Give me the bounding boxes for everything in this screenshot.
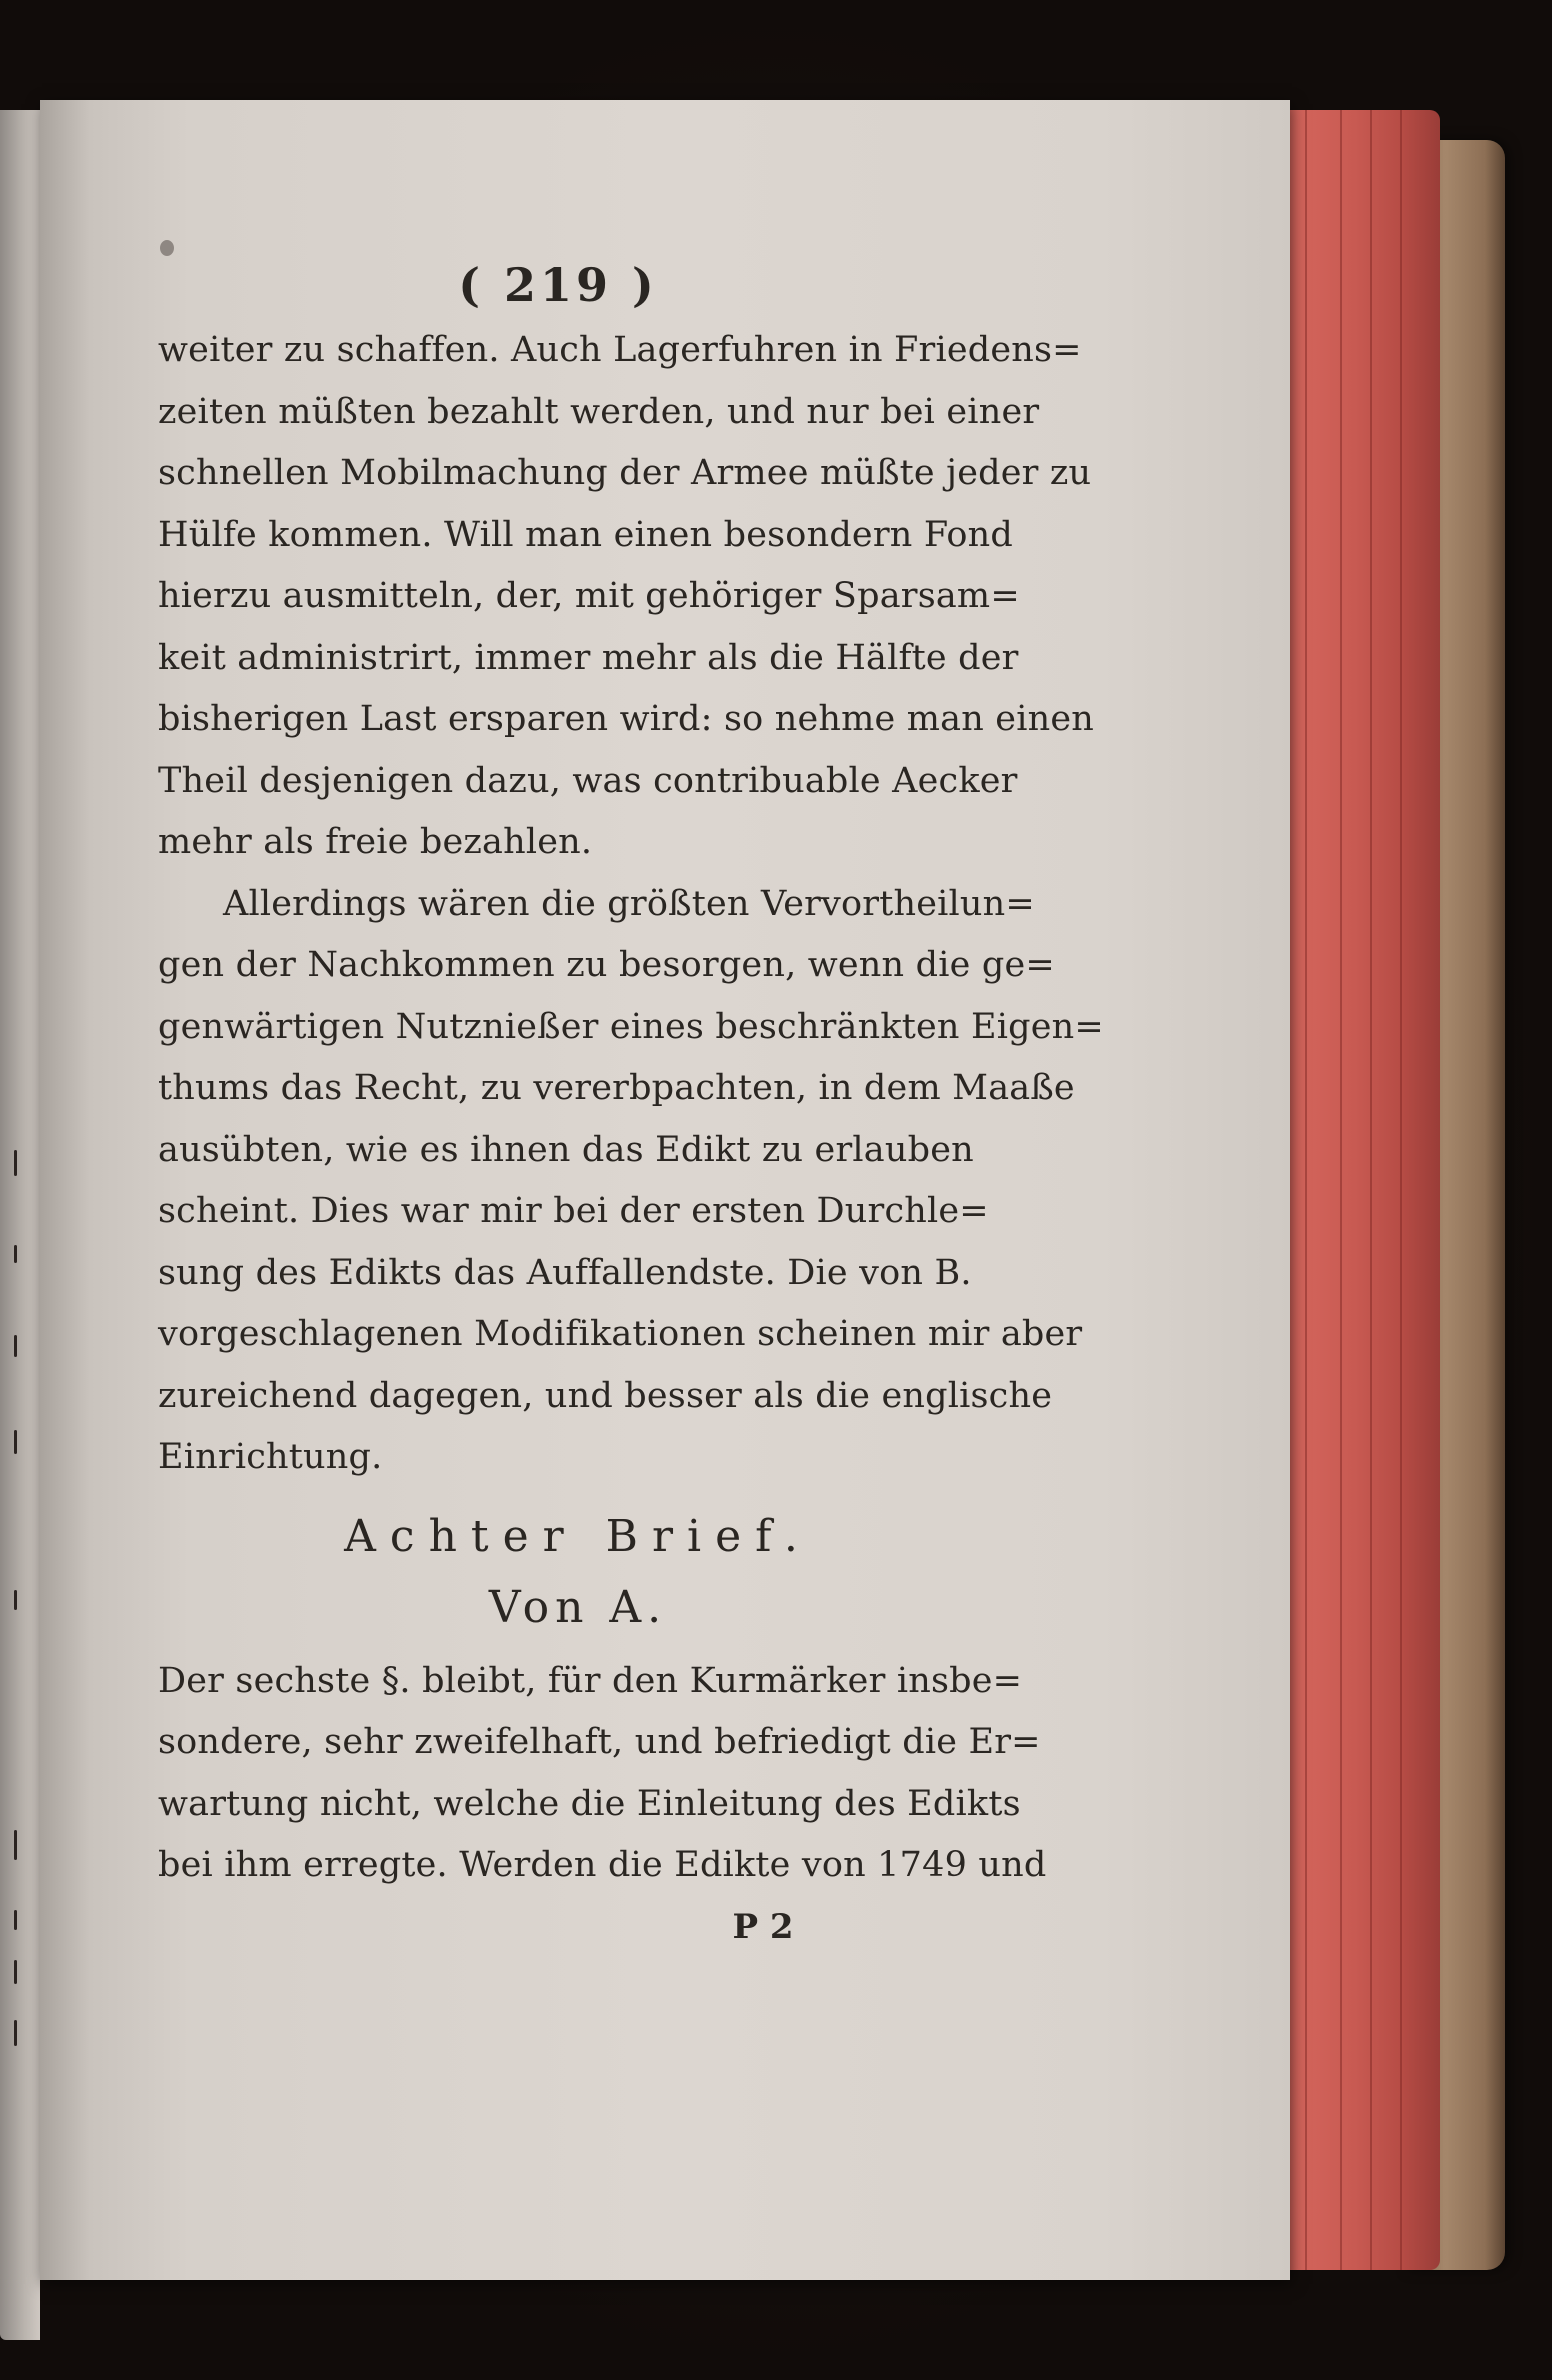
paragraph-3 [158,1651,1118,1897]
letter-heading: Achter Brief. [344,1510,812,1562]
signature-mark: P 2 [732,1906,794,1947]
text-line: sung des Edikts das Auffallendste. Die von B. [158,1252,972,1293]
paragraph-2 [158,874,1118,1489]
text-line: zeiten müßten bezahlt werden, und nur bei einer [158,391,1040,432]
text-line: hierzu ausmitteln, der, mit gehöriger Sparsam= [158,576,1020,616]
text-line: bei ihm erregte. Werden die Edikte von 1749 und [158,1845,1047,1885]
paragraph-1 [158,320,1118,874]
previous-page-edge [0,110,40,2340]
text-line: vorgeschlagenen Modifikationen scheinen mir aber [158,1314,1083,1354]
text-line: schnellen Mobilmachung der Armee müßte jeder zu [158,453,1092,493]
text-line: Allerdings wären die größten Vervortheilun= [223,883,1035,924]
text-line: wartung nicht, welche die Einleitung des Edikts [158,1783,1021,1824]
text-line: weiter zu schaffen. Auch Lagerfuhren in Friedens= [158,330,1082,370]
book-page [40,100,1290,2280]
text-line: ausübten, wie es ihnen das Edikt zu erlauben [158,1129,974,1170]
text-line: zureichend dagegen, und besser als die englische [158,1375,1053,1416]
text-line: Hülfe kommen. Will man einen besondern Fond [158,514,1014,555]
text-line: mehr als freie bezahlen. [158,822,593,862]
text-line: Der sechste §. bleibt, für den Kurmärker insbe= [158,1660,1023,1701]
text-line: sondere, sehr zweifelhaft, und befriedigt die Er= [158,1722,1041,1762]
page-text [158,250,1118,1957]
text-line: Theil desjenigen dazu, was contribuable Aecker [158,760,1018,801]
text-line: thums das Recht, zu vererbpachten, in dem Maaße [158,1068,1075,1108]
page-number: ( 219 ) [458,258,658,312]
letter-author: Von A. [488,1581,668,1633]
text-line: keit administrirt, immer mehr als die Hälfte der [158,637,1019,678]
text-line: scheint. Dies war mir bei der ersten Durchle= [158,1191,989,1231]
text-line: genwärtigen Nutznießer eines beschränkten Eigen= [158,1006,1104,1047]
text-line: bisherigen Last ersparen wird: so nehme man einen [158,699,1094,739]
text-line: gen der Nachkommen zu besorgen, wenn die ge= [158,945,1055,985]
text-line: Einrichtung. [158,1437,383,1477]
